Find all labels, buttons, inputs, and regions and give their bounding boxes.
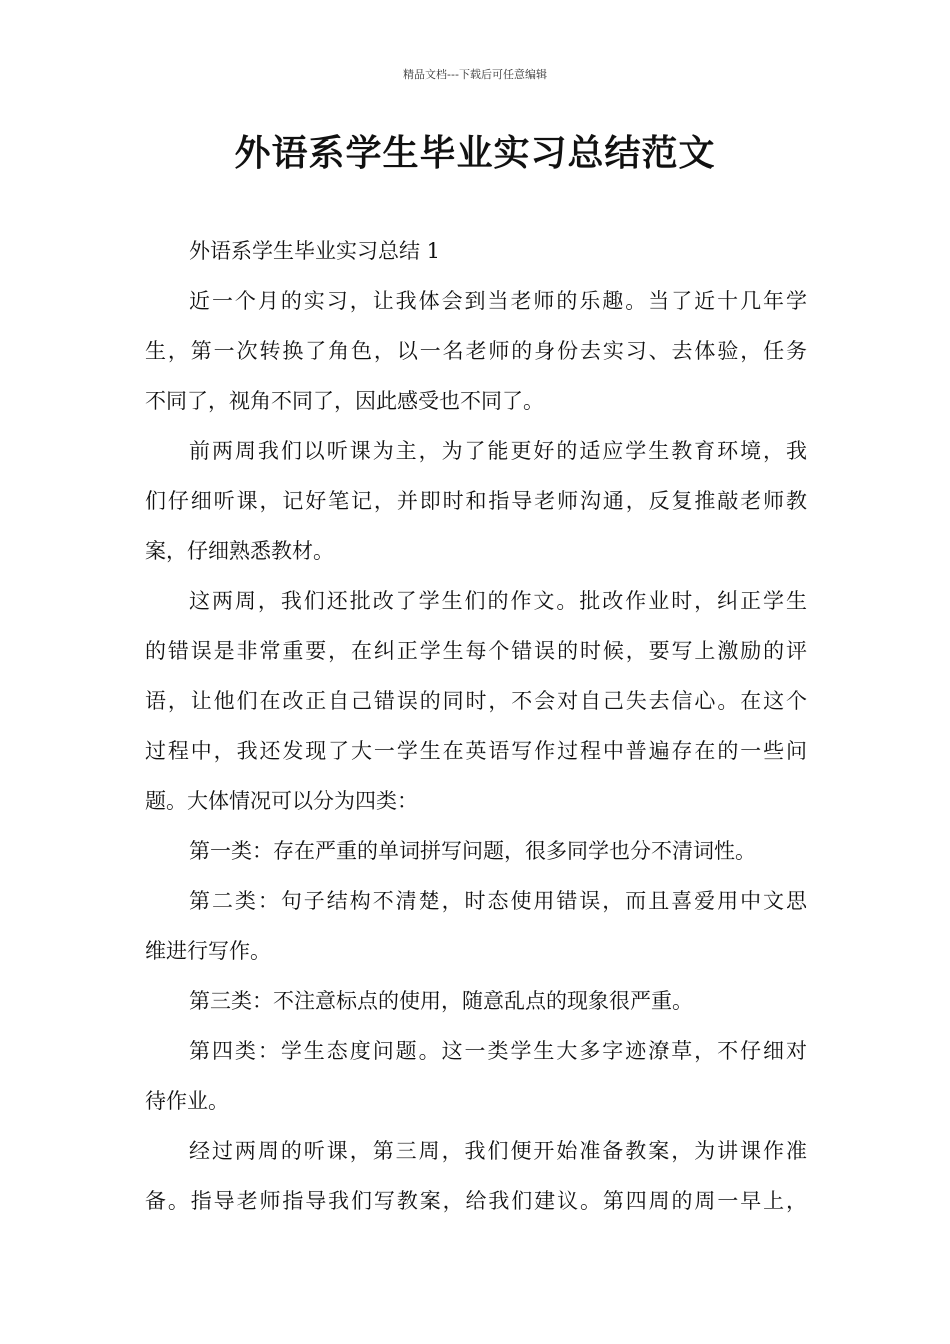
text-line: 题。大体情况可以分为四类： bbox=[145, 789, 418, 813]
text-line: 第一类：存在严重的单词拼写问题，很多同学也分不清词性。 bbox=[189, 839, 756, 863]
text-line: 语，让他们在改正自己错误的同时，不会对自己失去信心。在这个 bbox=[145, 689, 807, 713]
text-line: 第四类：学生态度问题。这一类学生大多字迹潦草，不仔细对 bbox=[189, 1039, 807, 1063]
text-line: 前两周我们以听课为主，为了能更好的适应学生教育环境，我 bbox=[189, 439, 807, 463]
text-line: 备。指导老师指导我们写教案，给我们建议。第四周的周一早上， bbox=[145, 1189, 807, 1213]
text-line: 外语系学生毕业实习总结 1 bbox=[189, 239, 441, 263]
text-line: 经过两周的听课，第三周，我们便开始准备教案，为讲课作准 bbox=[189, 1139, 807, 1163]
text-line: 这两周，我们还批改了学生们的作文。批改作业时，纠正学生 bbox=[189, 589, 807, 613]
text-line: 待作业。 bbox=[145, 1089, 229, 1113]
text-line: 不同了，视角不同了，因此感受也不同了。 bbox=[145, 389, 544, 413]
text-line: 第三类：不注意标点的使用，随意乱点的现象很严重。 bbox=[189, 989, 693, 1013]
text-line: 近一个月的实习，让我体会到当老师的乐趣。当了近十几年学 bbox=[189, 289, 807, 313]
text-line: 第二类：句子结构不清楚，时态使用错误，而且喜爱用中文思 bbox=[189, 889, 807, 913]
document-body bbox=[145, 226, 807, 1226]
text-line: 们仔细听课，记好笔记，并即时和指导老师沟通，反复推敲老师教 bbox=[145, 489, 807, 513]
text-line: 生，第一次转换了角色，以一名老师的身份去实习、去体验，任务 bbox=[145, 339, 807, 363]
document-title: 外语系学生毕业实习总结范文 bbox=[234, 133, 716, 174]
text-line: 的错误是非常重要，在纠正学生每个错误的时候，要写上激励的评 bbox=[145, 639, 807, 663]
text-line: 维进行写作。 bbox=[145, 939, 271, 963]
header-note: 精品文档---下载后可任意编辑 bbox=[403, 68, 547, 81]
text-line: 案，仔细熟悉教材。 bbox=[145, 539, 334, 563]
text-line: 过程中，我还发现了大一学生在英语写作过程中普遍存在的一些问 bbox=[145, 739, 807, 763]
